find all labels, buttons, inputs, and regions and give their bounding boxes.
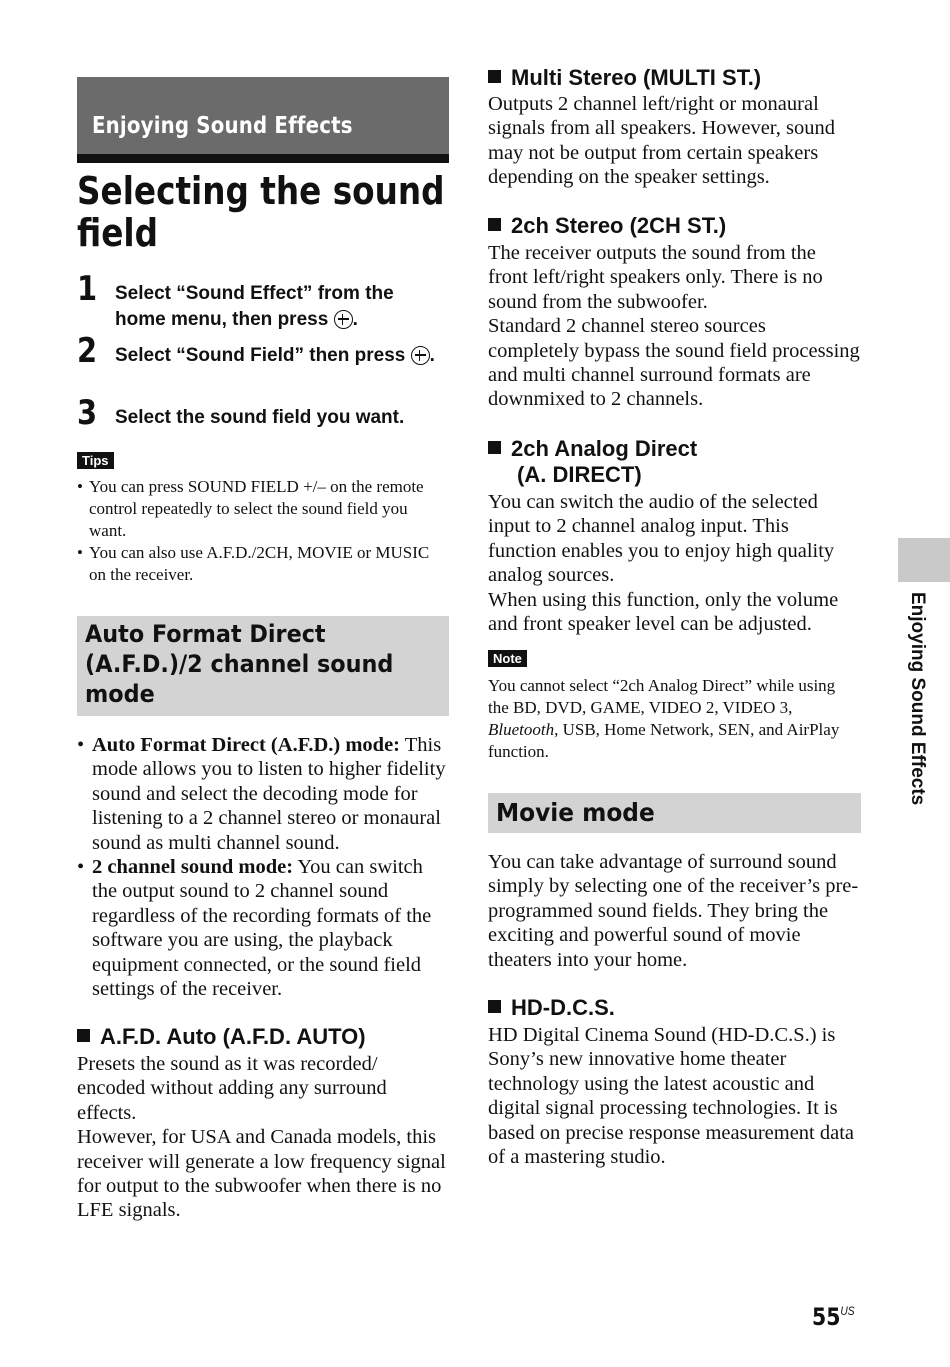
afd-section-title: Auto Format Direct (A.F.D.)/2 channel sound mode: [85, 620, 394, 708]
square-bullet-icon: [488, 70, 501, 83]
tip-item: • You can press SOUND FIELD +/– on the remote control repeatedly to select the sound field you want.: [77, 476, 442, 542]
step-text-2: [115, 343, 435, 369]
two-ch-stereo-body: [488, 241, 860, 412]
step-text-1: [115, 281, 435, 333]
afd-mode-term: Auto Format Direct (A.F.D.) mode:: [92, 734, 400, 756]
two-channel-mode-item: [77, 855, 449, 1001]
square-bullet-icon: [488, 218, 501, 231]
analog-direct-heading: [488, 436, 697, 488]
step-number-1: 1: [77, 269, 98, 309]
section-title: Enjoying Sound Effects: [92, 113, 353, 139]
side-tab-marker: [898, 538, 950, 582]
step-2-tail: .: [429, 345, 435, 366]
tips-badge: [77, 452, 114, 470]
page-number-value: 55: [812, 1303, 841, 1331]
tip-item: • You can also use A.F.D./2CH, MOVIE or MUSIC on the receiver.: [77, 542, 442, 586]
movie-mode-title: Movie mode: [496, 798, 655, 827]
multi-stereo-heading: [488, 65, 761, 91]
afd-auto-para-1: Presets the sound as it was recorded/ encoded without adding any surround effects.: [77, 1053, 387, 1124]
afd-mode-desc: This mode allows you to listen to higher fidelity sound and select the decoding mode for listening to a 2 channel stereo or monaural sound as multi channel sound.: [92, 734, 446, 854]
hd-dcs-heading-text: HD-D.C.S.: [511, 995, 615, 1020]
afd-mode-item: [77, 733, 449, 855]
page-title: Selecting the sound field: [77, 169, 445, 255]
side-section-label: Enjoying Sound Effects: [907, 592, 928, 806]
step-1-tail: .: [352, 309, 358, 330]
note-badge: [488, 650, 527, 668]
note-text-part-2: , USB, Home Network, SEN, and AirPlay function.: [488, 720, 840, 761]
two-ch-stereo-para-1: The receiver outputs the sound from the front left/right speakers only. There is no sound from the subwoofer.: [488, 242, 823, 313]
movie-mode-box: [488, 793, 861, 833]
tips-label: Tips: [77, 452, 114, 469]
note-text: [488, 675, 848, 763]
afd-auto-body: [77, 1052, 449, 1223]
square-bullet-icon: [488, 441, 501, 454]
square-bullet-icon: [77, 1029, 90, 1042]
two-ch-stereo-heading-text: 2ch Stereo (2CH ST.): [511, 213, 727, 238]
note-label: Note: [488, 650, 527, 667]
note-text-part-1: You cannot select “2ch Analog Direct” while using the BD, DVD, GAME, VIDEO 2, VIDEO 3,: [488, 676, 836, 717]
movie-mode-intro: You can take advantage of surround sound simply by selecting one of the receiver’s pre-programmed sound fields. They bring the exciting and powerful sound of movie theaters into your home.: [488, 851, 859, 971]
page-number-suffix: US: [840, 1304, 855, 1318]
analog-direct-heading-line-2: (A. DIRECT): [517, 462, 642, 487]
two-channel-mode-desc: You can switch the output sound to 2 channel sound regardless of the recording formats of the software you are using, the playback equipment connected, or the sound field settings of the receiver.: [92, 856, 432, 1001]
afd-auto-para-2: However, for USA and Canada models, this receiver will generate a low frequency signal for output to the subwoofer when there is no LFE signals.: [77, 1126, 446, 1222]
afd-auto-heading: [77, 1024, 366, 1050]
multi-stereo-heading-text: Multi Stereo (MULTI ST.): [511, 65, 762, 90]
note-text-italic: Bluetooth: [488, 720, 555, 739]
hd-dcs-body: HD Digital Cinema Sound (HD-D.C.S.) is Sony’s new innovative home theater technology using the latest acoustic and digital signal processing technologies. It is based on precise response measurement data of a mastering studio.: [488, 1024, 855, 1169]
multi-stereo-body: Outputs 2 channel left/right or monaural signals from all speakers. However, sound may not be output from certain speakers depending on the speaker settings.: [488, 93, 836, 189]
tips-list: [77, 476, 442, 586]
analog-direct-para-2: When using this function, only the volume and front speaker level can be adjusted.: [488, 588, 839, 636]
step-text-3: Select the sound field you want.: [115, 407, 405, 428]
hd-dcs-heading: [488, 995, 615, 1021]
square-bullet-icon: [488, 1000, 501, 1013]
afd-auto-heading-text: A.F.D. Auto (A.F.D. AUTO): [100, 1024, 366, 1049]
step-2-label: Select “Sound Field” then press: [115, 345, 406, 366]
analog-direct-para-1: You can switch the audio of the selected input to 2 channel analog input. This function enables you to enjoy high quality analog sources.: [488, 491, 835, 587]
step-1-label: Select “Sound Effect” from the home menu, then press: [115, 283, 394, 330]
two-channel-mode-term: 2 channel sound mode:: [92, 856, 294, 879]
enter-button-icon: [334, 310, 353, 329]
analog-direct-body: [488, 490, 860, 636]
two-ch-stereo-para-2: Standard 2 channel stereo sources completely bypass the sound field processing and multi channel surround formats are downmixed to 2 channels.: [488, 315, 860, 411]
afd-mode-list: [77, 733, 449, 1001]
step-number-3: 3: [77, 393, 98, 433]
enter-button-icon: [411, 346, 430, 365]
analog-direct-heading-line-1: 2ch Analog Direct: [511, 436, 698, 461]
page-number: [812, 1303, 855, 1331]
afd-section-box: [77, 616, 449, 716]
section-header-bar: [77, 77, 449, 163]
step-number-2: 2: [77, 331, 98, 371]
two-ch-stereo-heading: [488, 213, 726, 239]
